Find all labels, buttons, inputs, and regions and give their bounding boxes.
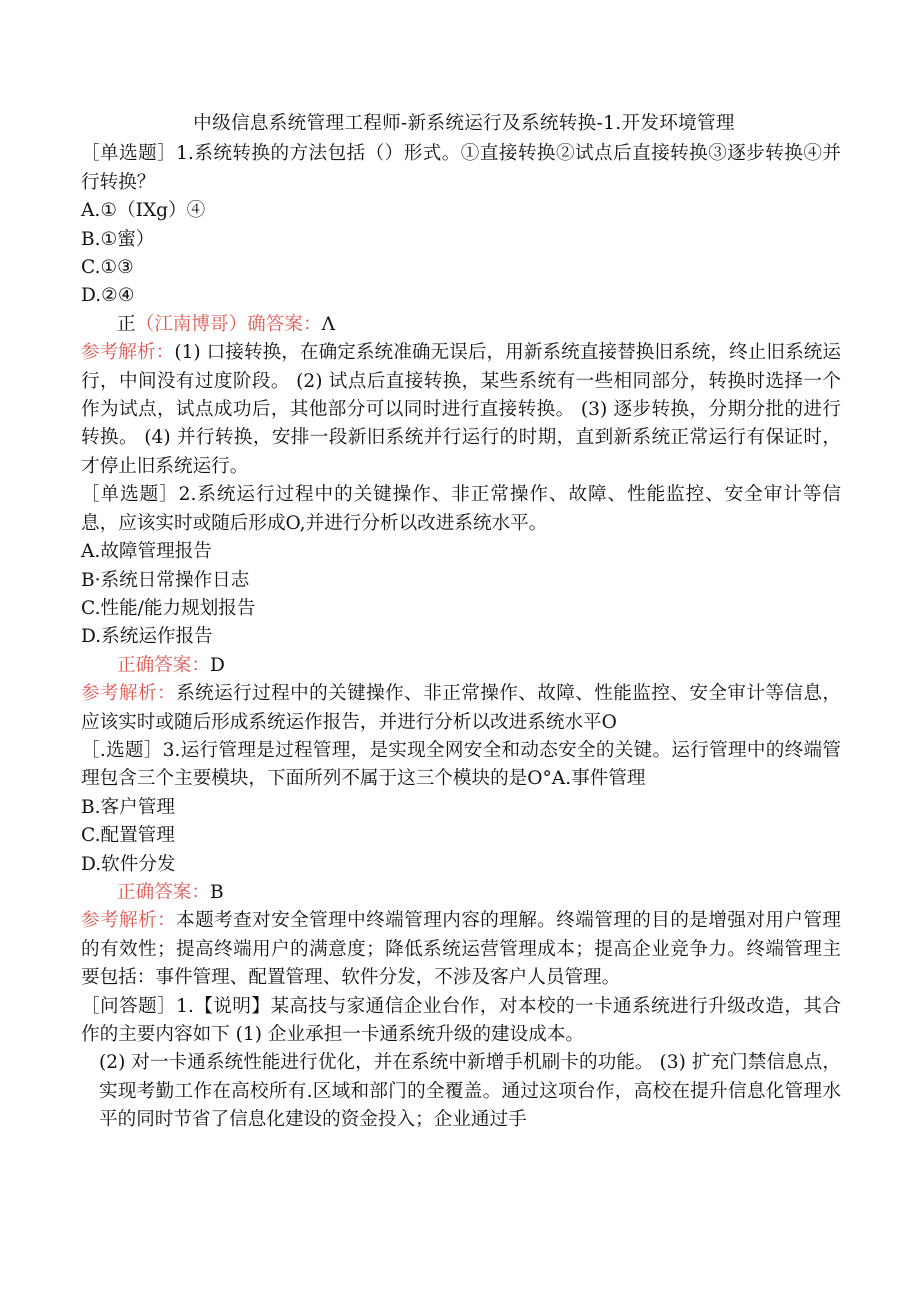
question-1-stem: ［单选题］1.系统转换的方法包括（）形式。①直接转换②试点后直接转换③逐步转换④并行转换？ <box>81 143 841 193</box>
question-1-option-d: D.②④ <box>81 285 135 307</box>
question-4-stem: ［问答题］1.【说明】某高技与家通信企业台作，对本校的一卡通系统进行升级改造，其合作的主要内容如下 (1) 企业承担一卡通系统升级的建设成本。 <box>81 995 841 1045</box>
question-2-stem: ［单选题］2.系统运行过程中的关键操作、非正常操作、故障、性能监控、安全审计等信息，应该实时或随后形成O,并进行分析以改进系统水平。 <box>81 484 841 534</box>
question-3-answer-label: 正确答案： <box>117 881 210 903</box>
question-4-continuation: (2) 对一卡通系统性能进行优化，并在系统中新增手机刷卡的功能。 (3) 扩充门禁信息点，实现考勤工作在高校所有.区域和部门的全覆盖。通过这项台作，高校在提升信息化管理水平的同时节省了信息化建设的资金投入；企业通过手 <box>99 1052 841 1131</box>
question-3-answer-value: B <box>209 881 224 903</box>
question-1-answer <box>81 311 841 339</box>
question-2-analysis-text: 系统运行过程中的关键操作、非正常操作、故障、性能监控、安全审计等信息，应该实时或随后形成系统运作报告，并进行分析以改进系统水平O <box>81 683 841 733</box>
question-2-answer-label: 正确答案： <box>117 654 210 676</box>
question-3-analysis <box>81 907 841 992</box>
question-2-option-c: C.性能/能力规划报告 <box>81 597 256 619</box>
question-1-option-b: B.①蜜） <box>81 228 155 250</box>
question-2-option-b: B·系统日常操作日志 <box>81 569 250 591</box>
question-1-answer-label: （江南博哥）确答案： <box>135 313 322 335</box>
question-2-answer <box>81 652 841 680</box>
question-3-answer <box>81 879 841 907</box>
question-1-answer-prefix: 正 <box>117 313 136 335</box>
question-3-analysis-text: 本题考查对安全管理中终端管理内容的理解。终端管理的目的是增强对用户管理的有效性；提高终端用户的满意度；降低系统运营管理成本；提高企业竞争力。终端管理主要包括：事件管理、配置管理、软件分发，不涉及客户人员管理。 <box>81 910 841 989</box>
question-1-answer-value: Λ <box>321 313 335 335</box>
question-3-option-d: D.软件分发 <box>81 853 176 875</box>
question-3-option-c: C.配置管理 <box>81 825 175 847</box>
question-1-analysis <box>81 339 841 481</box>
document-title: 中级信息系统管理工程师-新系统运行及系统转换-1.开发环境管理 <box>193 113 735 134</box>
question-2-option-a: A.故障管理报告 <box>81 541 212 563</box>
question-3-option-b: B.客户管理 <box>81 796 175 818</box>
question-1-analysis-text: (1) 口接转换，在确定系统准确无误后，用新系统直接替换旧系统，终止旧系统运行，中间没有过度阶段。 (2) 试点后直接转换，某些系统有一些相同部分，转换时选择一个作为试点，试点成功后，其他部分可以同时进行直接转换。 (3) 逐步转换，分期分批的进行转换。 (4) 并行转换，安排一段新旧系统并行运行的时期，直到新系统正常运行有保证时，才停止旧系统运行。 <box>81 342 841 477</box>
question-2-analysis-label: 参考解析： <box>81 683 177 705</box>
question-3-stem: ［.选题］3.运行管理是过程管理，是实现全网安全和动态安全的关键。运行管理中的终端管理包含三个主要模块，下面所列不属于这三个模块的是O°A.事件管理 <box>81 739 841 790</box>
document-page <box>81 110 841 1135</box>
question-1-option-a: A.①（IXg）④ <box>81 200 206 222</box>
question-3-analysis-label: 参考解析： <box>81 910 177 932</box>
question-1-option-c: C.①③ <box>81 257 134 279</box>
question-2-answer-value: D <box>209 654 225 676</box>
question-2-analysis <box>81 680 841 737</box>
question-1-analysis-label: 参考解析： <box>81 342 175 364</box>
question-2-option-d: D.系统运作报告 <box>81 626 213 648</box>
